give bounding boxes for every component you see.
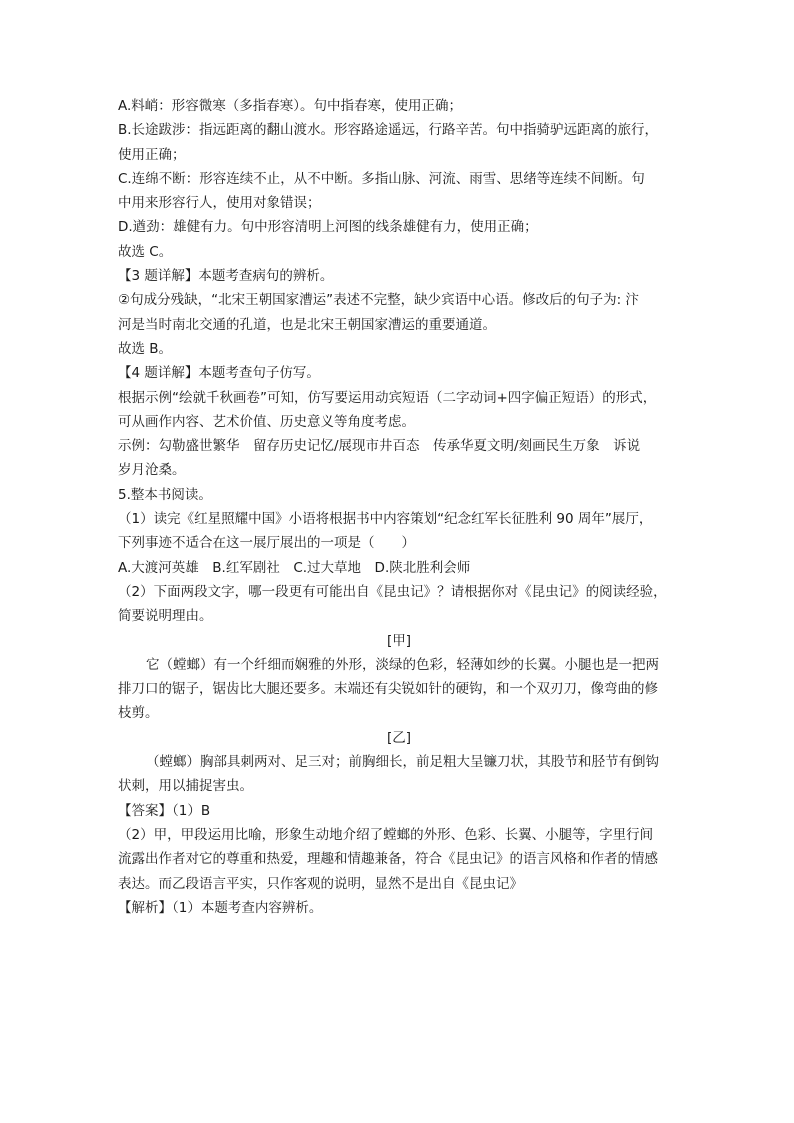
text-line: 枝剪。 <box>118 705 159 722</box>
text-line: 【答案】（1）B <box>118 802 211 819</box>
document-body <box>118 94 680 920</box>
text-line: 流露出作者对它的尊重和热爱，理趣和情趣兼备，符合《昆虫记》的语言风格和作者的情感 <box>118 851 658 868</box>
text-line: C.连绵不断：形容连续不止，从不中断。多指山脉、河流、雨雪、思绪等连续不间断。句 <box>118 170 645 187</box>
text-line: 排刀口的锯子，锯齿比大腿还要多。末端还有尖锐如针的硬钩，和一个双刃刀，像弯曲的修 <box>118 681 658 698</box>
text-line: 它（螳螂）有一个纤细而娴雅的外形，淡绿的色彩，轻薄如纱的长翼。小腿也是一把两 <box>146 656 659 673</box>
text-line: （1）读完《红星照耀中国》小语将根据书中内容策划“纪念红军长征胜利 90 周年”展厅， <box>118 511 653 528</box>
text-line: （2）甲，甲段运用比喻，形象生动地介绍了螳螂的外形、色彩、长翼、小腿等，字里行间 <box>118 826 654 843</box>
text-line: ②句成分残缺，“北宋王朝国家漕运”表述不完整，缺少宾语中心语。修改后的句子为: 汴 <box>118 292 639 309</box>
text-line: 下列事迹不适合在这一展厅展出的一项是（ ） <box>118 535 415 552</box>
text-line: A.料峭：形容微寒（多指春寒）。句中指春寒，使用正确； <box>118 98 463 114</box>
text-line: 5.整本书阅读。 <box>118 486 212 503</box>
text-line: B.长途跋涉：指远距离的翻山渡水。形容路途遥远，行路辛苦。句中指骑驴远距离的旅行， <box>118 122 659 139</box>
text-line: 根据示例“绘就千秋画卷”可知，仿写要运用动宾短语（二字动词+四字偏正短语）的形式， <box>118 389 657 406</box>
text-line: 故选 C。 <box>118 243 173 260</box>
text-line: 河是当时南北交通的孔道，也是北宋王朝国家漕运的重要通道。 <box>118 316 496 333</box>
text-line: D.遒劲：雄健有力。句中形容清明上河图的线条雄健有力，使用正确； <box>118 219 538 236</box>
text-line: 示例：勾勒盛世繁华 留存历史记忆/展现市井百态 传承华夏文明/刻画民生万象 诉说 <box>118 438 641 455</box>
text-line: 使用正确； <box>118 146 186 163</box>
text-line: （螳螂）胸部具刺两对、足三对；前胸细长，前足粗大呈镰刀状，其股节和胫节有倒钩 <box>146 754 659 771</box>
text-line: （2）下面两段文字，哪一段更有可能出自《昆虫记》？请根据你对《昆虫记》的阅读经验， <box>118 583 667 600</box>
text-line: 状刺，用以捕捉害虫。 <box>118 778 253 795</box>
text-line: A.大渡河英雄 B.红军剧社 C.过大草地 D.陕北胜利会师 <box>118 559 471 576</box>
text-line: [乙] <box>386 729 412 746</box>
text-line: 【4 题详解】本题考查句子仿写。 <box>118 365 320 382</box>
text-line: 【解析】（1）本题考查内容辨析。 <box>118 899 323 916</box>
text-line: 可从画作内容、艺术价值、历史意义等角度考虑。 <box>118 413 415 430</box>
text-line: 简要说明理由。 <box>118 608 213 625</box>
text-line: 中用来形容行人，使用对象错误； <box>118 195 321 212</box>
text-line: 【3 题详解】本题考查病句的辨析。 <box>118 268 334 285</box>
text-line: [甲] <box>386 632 412 649</box>
text-line: 表达。而乙段语言平实，只作客观的说明，显然不是出自《昆虫记》 <box>118 875 523 892</box>
text-line: 岁月沧桑。 <box>118 462 186 479</box>
text-line: 故选 B。 <box>118 340 173 357</box>
